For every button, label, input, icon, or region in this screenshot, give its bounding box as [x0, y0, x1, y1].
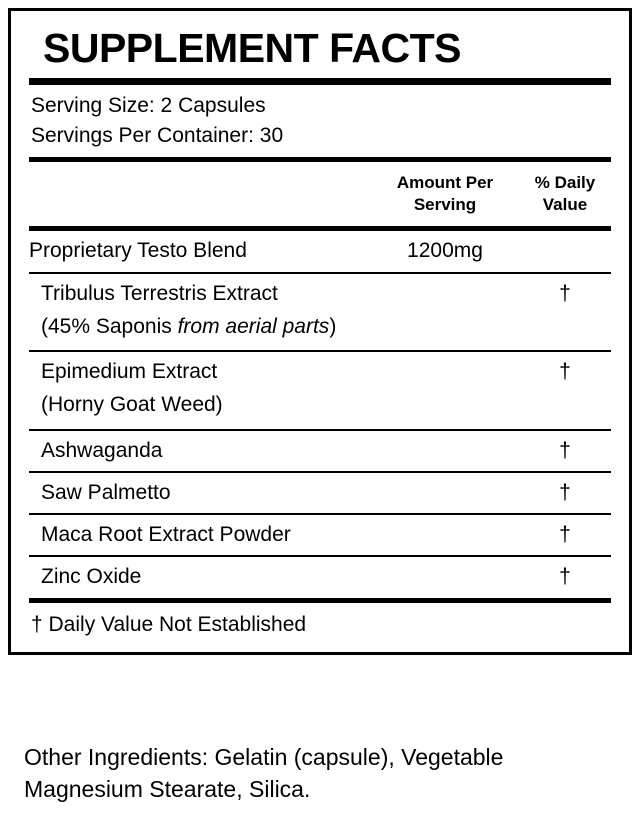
amount-per-serving-header — [371, 172, 519, 216]
table-row — [29, 352, 611, 392]
ingredient-name: Epimedium Extract — [41, 360, 218, 384]
table-row — [29, 515, 611, 555]
daily-value-line2: Value — [542, 195, 588, 215]
serving-info — [29, 85, 611, 157]
table-row — [29, 274, 611, 314]
divider-thick-top — [29, 78, 611, 85]
table-row — [29, 557, 611, 597]
table-row — [29, 231, 611, 271]
daily-value-footnote: † Daily Value Not Established — [31, 612, 307, 636]
ingredient-daily-value: † — [559, 480, 571, 504]
other-ingredients-line1: Other Ingredients: Gelatin (capsule), Vegetable — [24, 744, 504, 770]
tribulus-sub-note — [29, 314, 611, 340]
ingredient-daily-value: † — [559, 438, 571, 462]
ingredient-daily-value: † — [559, 523, 571, 547]
serving-size: Serving Size: 2 Capsules — [31, 94, 266, 118]
ingredient-daily-value: † — [559, 360, 571, 384]
supplement-facts-panel — [8, 8, 632, 655]
amount-per-serving-line1: Amount Per — [396, 173, 494, 193]
page-title: SUPPLEMENT FACTS — [43, 25, 461, 71]
ingredient-name: Saw Palmetto — [41, 480, 171, 504]
tribulus-sub-note-suffix: ) — [329, 314, 337, 338]
ingredient-daily-value: † — [559, 281, 571, 305]
tribulus-sub-note-prefix: (45% Saponis — [41, 314, 178, 338]
daily-value-header — [519, 172, 611, 216]
ingredient-name: Zinc Oxide — [41, 565, 142, 589]
tribulus-sub-note-italic: from aerial parts — [177, 314, 330, 338]
daily-value-line1: % Daily — [534, 173, 596, 193]
column-headers — [29, 162, 611, 226]
epimedium-sub-note: (Horny Goat Weed) — [41, 393, 223, 417]
ingredient-name: Proprietary Testo Blend — [29, 239, 247, 263]
ingredient-name: Maca Root Extract Powder — [41, 523, 291, 547]
ingredient-daily-value: † — [559, 565, 571, 589]
other-ingredients-line2: Magnesium Stearate, Silica. — [24, 775, 311, 802]
servings-per-container: Servings Per Container: 30 — [31, 124, 284, 148]
table-row — [29, 473, 611, 513]
ingredient-amount: 1200mg — [407, 239, 483, 263]
ingredient-name: Ashwaganda — [41, 438, 163, 462]
ingredient-name: Tribulus Terrestris Extract — [41, 281, 278, 305]
amount-per-serving-line2: Serving — [413, 195, 477, 215]
table-row — [29, 431, 611, 471]
other-ingredients — [24, 742, 624, 805]
